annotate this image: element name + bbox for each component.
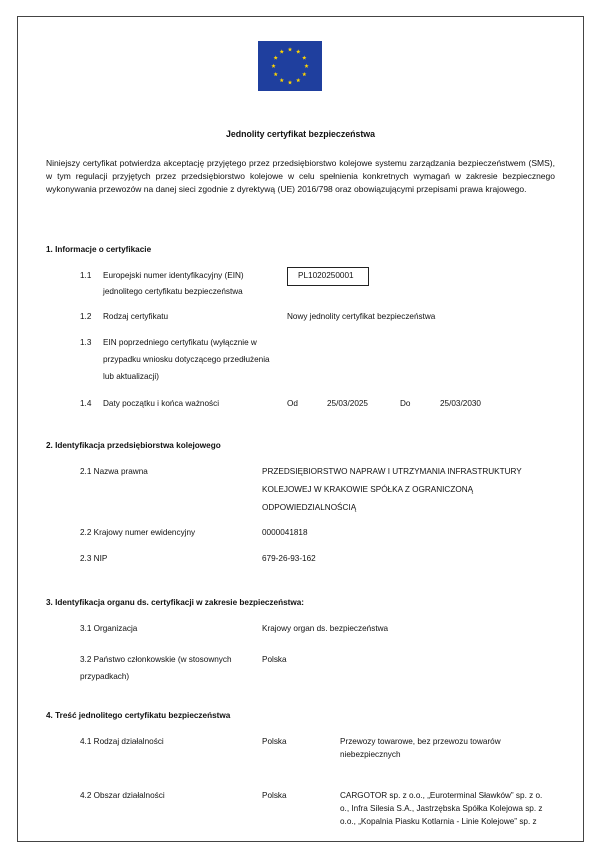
row-1-3-label-line1: EIN poprzedniego certyfikatu (wyłącznie w xyxy=(103,338,257,347)
operation-area-line1: CARGOTOR sp. z o.o., „Euroterminal Sławków” sp. z o. xyxy=(340,791,543,800)
organization-value: Krajowy organ ds. bezpieczeństwa xyxy=(262,624,389,633)
ein-value: PL1020250001 xyxy=(298,271,354,280)
intro-paragraph: Niniejszy certyfikat potwierdza akceptację przyjętego przez przedsiębiorstwo kolejowe systemu zarządzania bezpieczeństwem (SMS), w tym regulacji przyjętych przez przedsiębiorstwo kolejowe w celu spełnienia konkretnych wymagań w zakresie bezpiecznego wykonywania przewozów na danej sieci zgodnie z dyrektywą (UE) 2016/798 oraz obowiązującymi przepisami prawa krajowego. xyxy=(46,158,555,195)
eu-flag-stars xyxy=(258,41,322,91)
validity-to-date: 25/03/2030 xyxy=(440,399,481,408)
row-1-4-label: Daty początku i końca ważności xyxy=(103,399,220,408)
flag-star xyxy=(271,64,275,68)
row-1-1-label-line2: jednolitego certyfikatu bezpieczeństwa xyxy=(103,287,243,296)
nip-label: 2.3 NIP xyxy=(80,554,108,563)
registry-number-label: 2.2 Krajowy numer ewidencyjny xyxy=(80,528,196,537)
row-1-3-label-line2: przypadku wniosku dotyczącego przedłużenia xyxy=(103,355,270,364)
flag-star xyxy=(274,55,278,59)
flag-star xyxy=(288,47,292,51)
flag-star xyxy=(288,80,292,84)
row-1-3-number: 1.3 xyxy=(80,338,92,347)
activity-type-label: 4.1 Rodzaj działalności xyxy=(80,737,164,746)
activity-type-country: Polska xyxy=(262,737,287,746)
row-1-1-number: 1.1 xyxy=(80,271,92,280)
member-state-label-line1: 3.2 Państwo członkowskie (w stosownych xyxy=(80,655,232,664)
eu-flag-icon xyxy=(258,41,322,91)
organization-label: 3.1 Organizacja xyxy=(80,624,138,633)
nip-value: 679-26-93-162 xyxy=(262,554,316,563)
flag-star xyxy=(280,78,284,82)
certificate-type-value: Nowy jednolity certyfikat bezpieczeństwa xyxy=(287,312,436,321)
flag-star xyxy=(296,49,300,53)
row-1-2-label: Rodzaj certyfikatu xyxy=(103,312,169,321)
row-1-2-number: 1.2 xyxy=(80,312,92,321)
flag-star xyxy=(304,64,308,68)
flag-star xyxy=(302,55,306,59)
section-3-heading: 3. Identyfikacja organu ds. certyfikacji w zakresie bezpieczeństwa: xyxy=(46,598,305,607)
legal-name-line1: PRZEDSIĘBIORSTWO NAPRAW I UTRZYMANIA INFRASTRUKTURY xyxy=(262,467,522,476)
legal-name-line3: ODPOWIEDZIALNOŚCIĄ xyxy=(262,503,357,512)
operation-area-label: 4.2 Obszar działalności xyxy=(80,791,165,800)
operation-area-country: Polska xyxy=(262,791,287,800)
validity-to-label: Do xyxy=(400,399,411,408)
operation-area-line2: o., Infra Silesia S.A., Jastrzębska Spółka Kolejowa sp. z xyxy=(340,804,543,813)
validity-from-date: 25/03/2025 xyxy=(327,399,368,408)
member-state-label-line2: przypadkach) xyxy=(80,672,130,681)
member-state-value: Polska xyxy=(262,655,287,664)
section-2-heading: 2. Identyfikacja przedsiębiorstwa kolejowego xyxy=(46,441,221,450)
activity-type-line2: niebezpiecznych xyxy=(340,750,401,759)
row-1-4-number: 1.4 xyxy=(80,399,92,408)
legal-name-line2: KOLEJOWEJ W KRAKOWIE SPÓŁKA Z OGRANICZONĄ xyxy=(262,485,474,494)
row-1-3-label-line3: lub aktualizacji) xyxy=(103,372,159,381)
legal-name-label: 2.1 Nazwa prawna xyxy=(80,467,148,476)
operation-area-line3: o.o., „Kopalnia Piasku Kotlarnia - Linie Kolejowe” sp. z xyxy=(340,817,537,826)
row-1-1-label-line1: Europejski numer identyfikacyjny (EIN) xyxy=(103,271,244,280)
activity-type-line1: Przewozy towarowe, bez przewozu towarów xyxy=(340,737,501,746)
validity-from-label: Od xyxy=(287,399,298,408)
flag-star xyxy=(302,72,306,76)
flag-star xyxy=(296,78,300,82)
registry-number-value: 0000041818 xyxy=(262,528,308,537)
flag-star xyxy=(274,72,278,76)
section-1-heading: 1. Informacje o certyfikacie xyxy=(46,245,152,254)
section-4-heading: 4. Treść jednolitego certyfikatu bezpieczeństwa xyxy=(46,711,231,720)
flag-star xyxy=(280,49,284,53)
document-title: Jednolity certyfikat bezpieczeństwa xyxy=(225,129,376,139)
